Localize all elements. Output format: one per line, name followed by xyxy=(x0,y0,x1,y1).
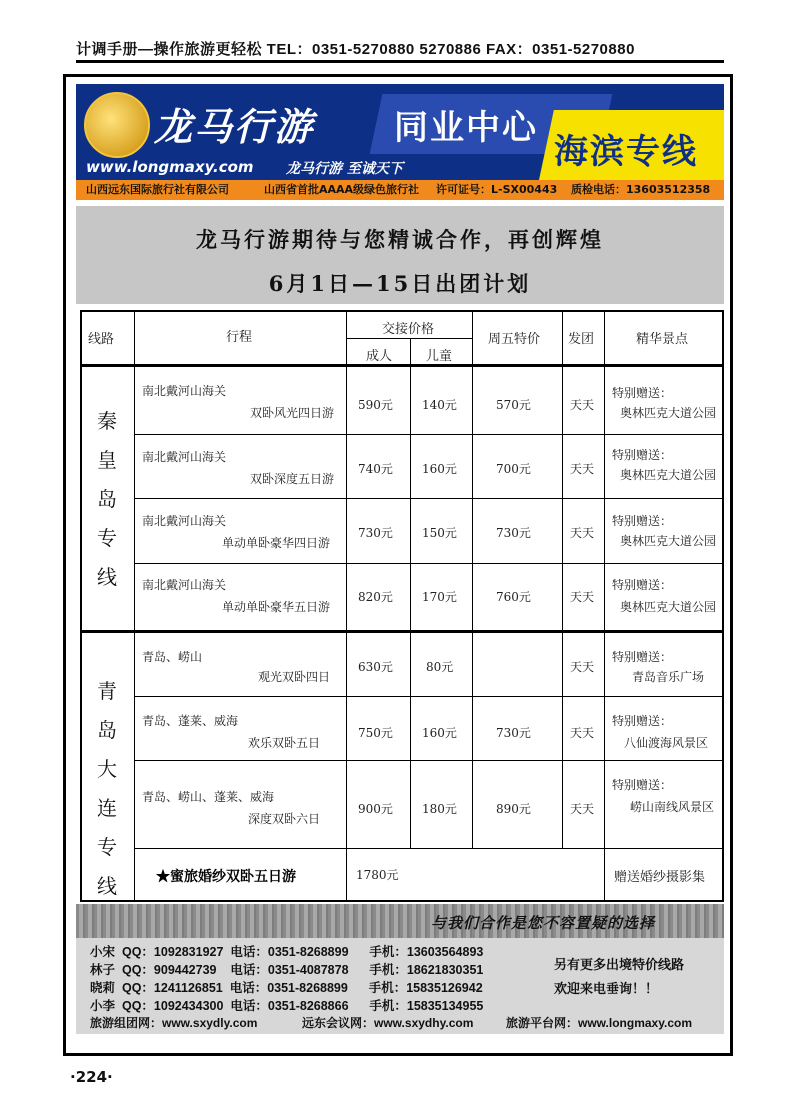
price-table: 线路 行程 交接价格 成人 儿童 周五特价 发团 精华景点 秦 皇 岛 专 线 青 岛 大 连 专 线 南北戴河山海关 双卧风光四日游 590元 140元 570元 天天 特别赠送： 奥林匹克大道公园 南北戴河山海关 双卧深度五日游 740元 160元 700元 天天 特别赠送： 奥林匹克大道公园 南北戴河山海关 单动单卧豪华四日游 730元 150元 730元 天天 特别赠送： 奥林匹克大道公园 南北戴河山海关 单动单卧豪华五日游 820元 170元 760元 天天 特别赠送： 奥林匹克大道公园 青岛、崂山 观光双卧四日 630元 80元 天天 特别赠送： 青岛音乐广场 青岛、蓬莱、威海 欢乐双卧五日 750元 160元 730元 天天 特别赠送： 八仙渡海风景区 青岛、崂山、蓬莱、威海 深度双卧六日 900元 180元 890元 天天 特别赠送： 崂山南线风景区 ★蜜旅婚纱双卧五日游 1780元 赠送婚纱摄影集 xyxy=(76,310,724,902)
site-link[interactable]: 远东会议网：www.sxydhy.com xyxy=(302,1016,474,1030)
center-title: 同业中心 xyxy=(394,108,538,148)
header-child: 儿童 xyxy=(426,349,453,364)
company-grade: 山西省首批AAAA级绿色旅行社 xyxy=(264,183,420,196)
contact-row: 小宋 QQ：1092831927 电话：0351-8268899 手机：13603564893 xyxy=(90,945,484,959)
special-title: 海滨专线 xyxy=(554,132,698,172)
header-price: 交接价格 xyxy=(382,322,435,337)
header-contact-line: 计调手册—操作旅游更轻松 TEL：0351-5270880 5270886 FAX：0351-5270880 xyxy=(76,38,724,63)
company-name: 山西远东国际旅行社有限公司 xyxy=(86,183,229,196)
website: www.longmaxy.com xyxy=(86,158,254,176)
headline-main: 龙马行游期待与您精诚合作，再创辉煌 xyxy=(196,227,604,252)
brand-banner xyxy=(76,84,724,200)
header-route: 线路 xyxy=(88,332,115,347)
welcome-text: 欢迎来电垂询！！ xyxy=(554,982,659,997)
quality-tel: 质检电话：13603512358 xyxy=(571,183,711,196)
banner-slogan: 龙马行游 至诚天下 xyxy=(286,161,403,177)
license-number: 许可证号：L-SX00443 xyxy=(436,183,558,196)
site-link[interactable]: 旅游组团网：www.sxydly.com xyxy=(90,1016,258,1030)
header-itinerary: 行程 xyxy=(226,330,253,345)
brand-name: 龙马行游 xyxy=(154,105,315,149)
contact-row: 小李 QQ：1092434300 电话：0351-8268866 手机：15835134955 xyxy=(90,999,484,1013)
page-number: ·224· xyxy=(70,1068,113,1086)
contact-row: 林子 QQ：909442739 电话：0351-4087878 手机：18621830351 xyxy=(90,963,484,977)
headline-schedule: 6月1日—15日出团计划 xyxy=(268,271,532,296)
header-friday: 周五特价 xyxy=(488,332,541,347)
company-strip xyxy=(76,180,724,200)
more-routes-text: 另有更多出境特价线路 xyxy=(554,958,685,973)
contact-footer xyxy=(76,904,724,1034)
footer-slogan: 与我们合作是您不容置疑的选择 xyxy=(431,914,656,932)
header-adult: 成人 xyxy=(366,349,393,364)
site-link[interactable]: 旅游平台网：www.longmaxy.com xyxy=(506,1016,693,1030)
headline-box xyxy=(76,206,724,304)
contact-row: 晓莉 QQ：1241126851 电话：0351-8268899 手机：15835126942 xyxy=(90,981,483,995)
section-label-qinhuangdao: 秦 皇 岛 专 线 xyxy=(97,409,117,589)
header-highlights: 精华景点 xyxy=(636,332,689,347)
header-departure: 发团 xyxy=(568,332,595,347)
section-label-qingdao-dalian: 青 岛 大 连 专 线 xyxy=(97,679,117,898)
horse-logo-icon xyxy=(84,92,150,158)
